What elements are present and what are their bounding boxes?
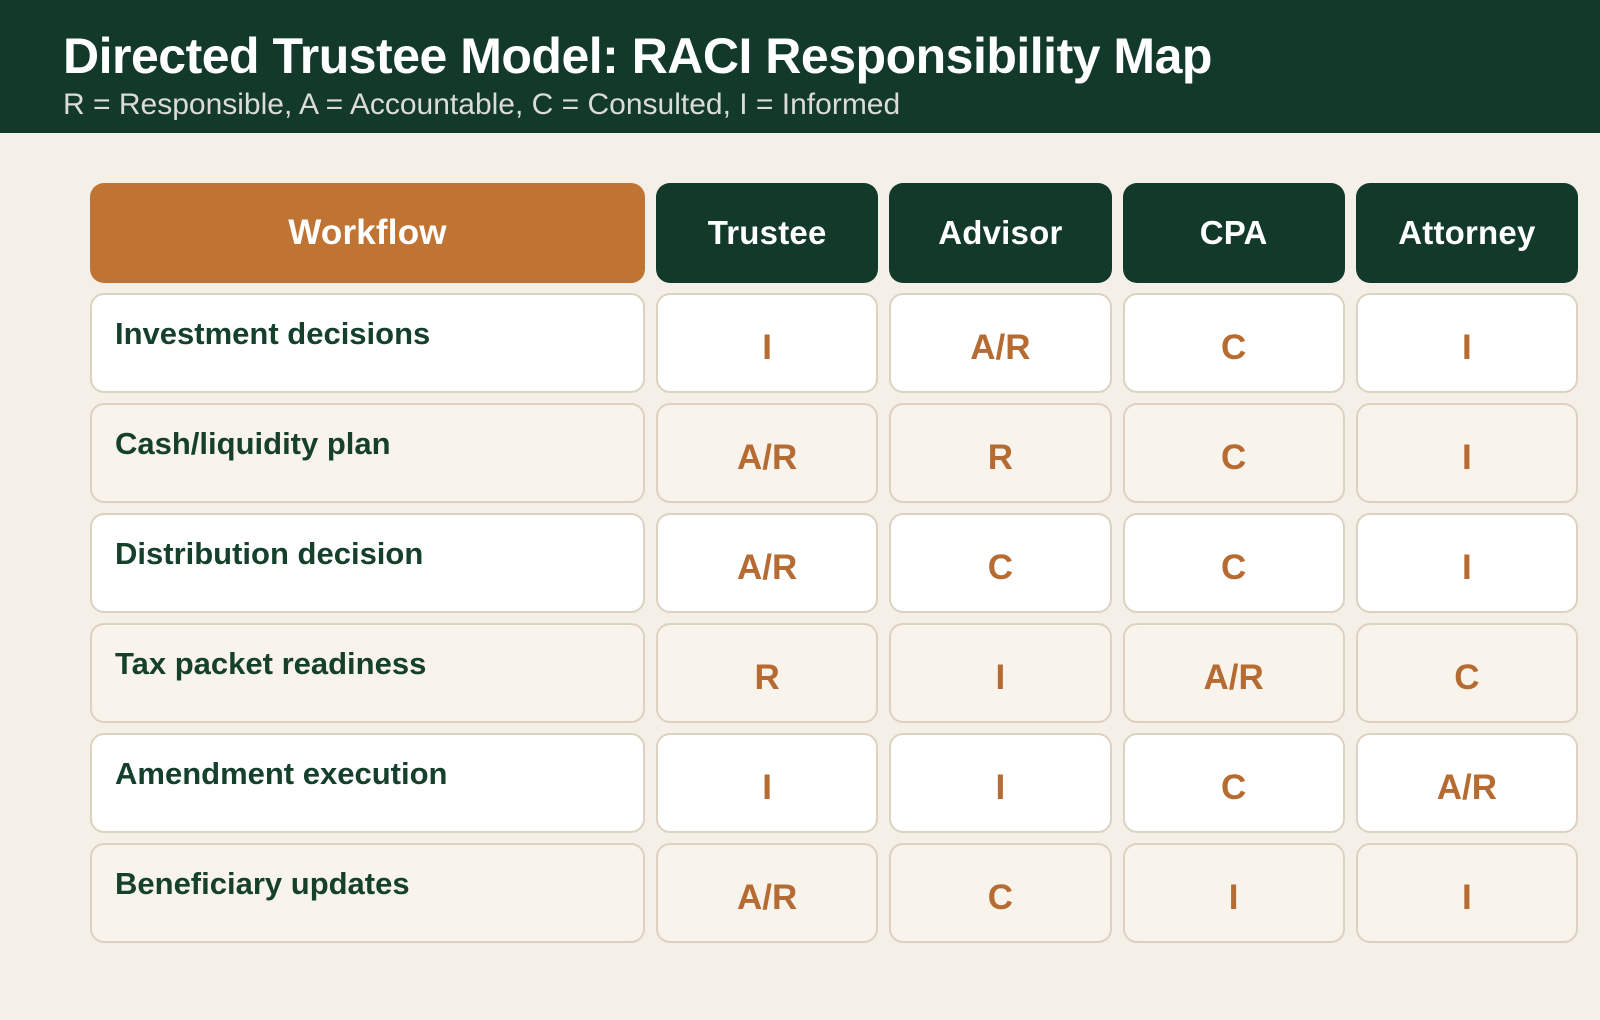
page-title: Directed Trustee Model: RACI Responsibility Map xyxy=(63,28,1212,84)
raci-cell-cpa: C xyxy=(1123,733,1345,833)
column-header-attorney: Attorney xyxy=(1356,183,1578,283)
workflow-label: Beneficiary updates xyxy=(90,843,645,943)
raci-cell-trustee: A/R xyxy=(656,513,878,613)
raci-cell-attorney: I xyxy=(1356,403,1578,503)
raci-cell-advisor: A/R xyxy=(889,293,1111,393)
raci-cell-cpa: C xyxy=(1123,513,1345,613)
raci-cell-advisor: C xyxy=(889,843,1111,943)
workflow-label: Investment decisions xyxy=(90,293,645,393)
raci-cell-trustee: A/R xyxy=(656,843,878,943)
column-header-advisor: Advisor xyxy=(889,183,1111,283)
raci-cell-trustee: A/R xyxy=(656,403,878,503)
raci-cell-advisor: C xyxy=(889,513,1111,613)
raci-cell-advisor: I xyxy=(889,733,1111,833)
workflow-label: Tax packet readiness xyxy=(90,623,645,723)
raci-cell-cpa: A/R xyxy=(1123,623,1345,723)
column-header-cpa: CPA xyxy=(1123,183,1345,283)
raci-cell-attorney: A/R xyxy=(1356,733,1578,833)
column-header-workflow: Workflow xyxy=(90,183,645,283)
raci-cell-cpa: I xyxy=(1123,843,1345,943)
header-banner xyxy=(0,0,1600,133)
raci-cell-attorney: C xyxy=(1356,623,1578,723)
workflow-label: Cash/liquidity plan xyxy=(90,403,645,503)
raci-cell-cpa: C xyxy=(1123,403,1345,503)
raci-cell-advisor: I xyxy=(889,623,1111,723)
raci-cell-trustee: R xyxy=(656,623,878,723)
raci-legend-text: R = Responsible, A = Accountable, C = Consulted, I = Informed xyxy=(63,88,901,121)
raci-cell-advisor: R xyxy=(889,403,1111,503)
workflow-label: Amendment execution xyxy=(90,733,645,833)
raci-cell-attorney: I xyxy=(1356,293,1578,393)
raci-cell-trustee: I xyxy=(656,733,878,833)
raci-cell-attorney: I xyxy=(1356,513,1578,613)
column-header-trustee: Trustee xyxy=(656,183,878,283)
raci-cell-attorney: I xyxy=(1356,843,1578,943)
raci-matrix-table xyxy=(90,183,1578,943)
raci-cell-trustee: I xyxy=(656,293,878,393)
workflow-label: Distribution decision xyxy=(90,513,645,613)
raci-cell-cpa: C xyxy=(1123,293,1345,393)
